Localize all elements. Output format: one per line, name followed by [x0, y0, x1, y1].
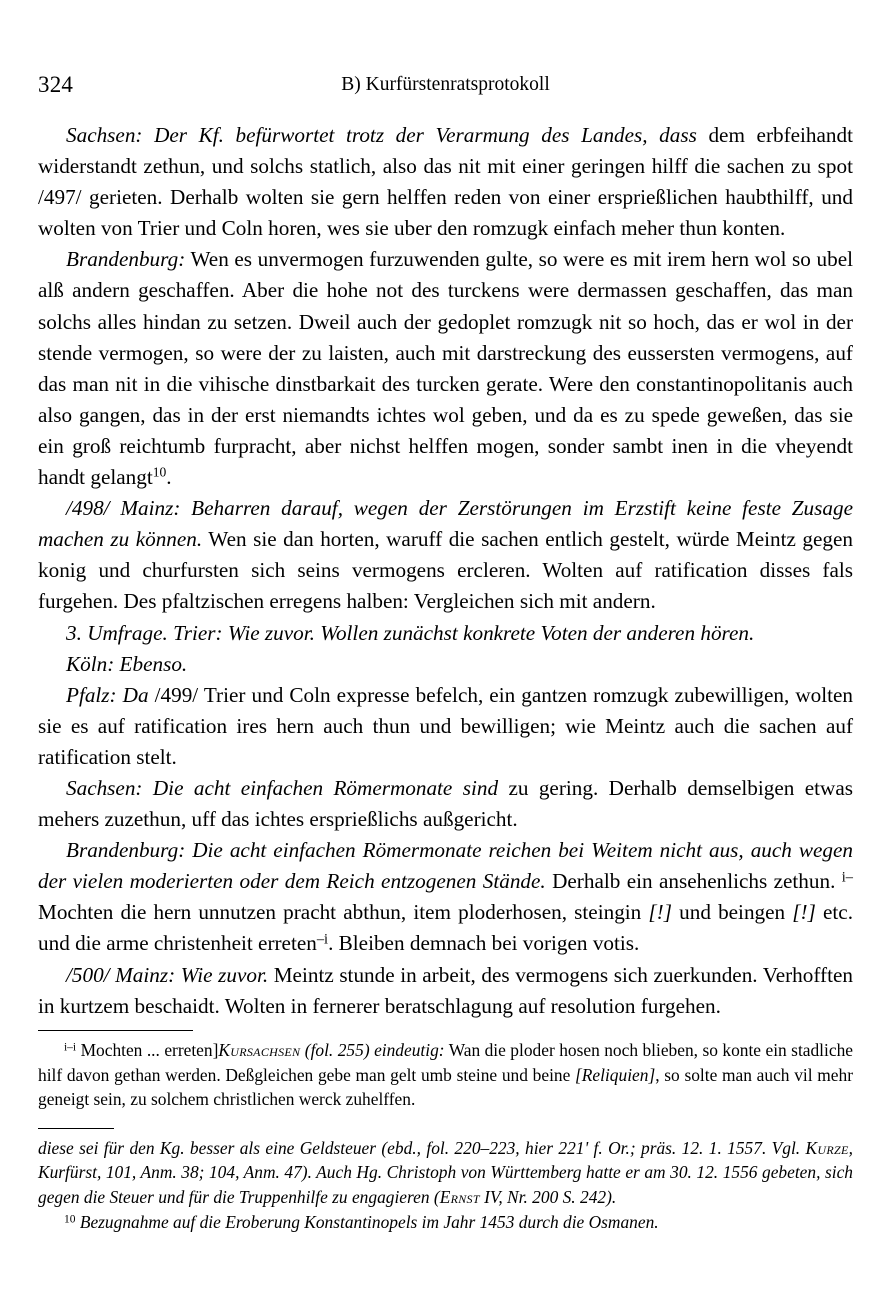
footnote-continued	[38, 1136, 853, 1210]
footnote-separator-rule-2	[38, 1128, 114, 1129]
apparatus-marker-close-i[interactable]: –i	[316, 931, 329, 948]
paragraph-umfrage-trier	[38, 618, 853, 649]
folio-marker-500: /500/	[66, 962, 116, 987]
paragraph-text: Wen es unvermogen furzuwenden gulte, so were es mit irem hern wol so ubel alß andern geschaffen. Aber die hohe not des turckens were dermassen geschaffen, das man solchs alles hindan zu setzen. Dweil auch der gedoplet romzugk nit so hoch, das er wol in der stende vermogen, so were der zu laisten, auch mit darstreckung des eussersten vermogens, auf das man nit in die vihische dinstbarkait des turcken gerate. Were den constantinopolitanis auch also gangen, das in der erst niemandts ichtes wol geben, und da es zu spede geweßen, das sie ein groß reichtumb furpracht, aber nichst helffen mogen, sonder sambt inen in die vheyendt handt gelangt	[38, 247, 853, 490]
regest-text: Da	[116, 682, 149, 707]
body-text	[38, 120, 853, 1022]
footnote-text-end: , so solte man auch vil mehr geneigt sein, zu solchem christlichen werck zuhelffen.	[38, 1064, 854, 1110]
editorial-sic-2: [!]	[792, 900, 816, 925]
regest-text: Die acht einfachen Römermonate sind	[142, 775, 499, 800]
running-head-title: B) Kurfürstenratsprotokoll	[341, 74, 550, 95]
paragraph-text: Mochten die hern unnutzen pracht abthun, item ploderhosen, steingin	[38, 900, 649, 925]
paragraph-text: Wen sie dan horten, waruff die sachen entlich gestelt, würde Meintz gegen konig und churfursten sich seins vermogens ercleren. Wolten auf ratification disses fals furgehen. Des pfaltzischen erregens halben: Vergleichen sich mit andern.	[38, 527, 853, 614]
footnote-text: Wan die ploder hosen noch blieben, so konte ein stadliche hilf davon gethan werden. Deßgleichen gebe man gelt umb steine und beine	[38, 1040, 853, 1085]
paragraph-brandenburg-1	[38, 244, 853, 493]
footnote-source-detail: (fol. 255) eindeutig:	[300, 1040, 445, 1060]
page-number: 324	[38, 72, 74, 97]
paragraph-sachsen-2	[38, 773, 853, 835]
source-siglum-kursachsen: Kursachsen	[218, 1040, 301, 1060]
speaker-label: Brandenburg:	[66, 247, 186, 272]
footnote-separator-rule-1	[38, 1030, 193, 1031]
footnote-variant-i	[38, 1038, 853, 1112]
footnote-text: , Kurfürst, 101, Anm. 38; 104, Anm. 47). Auch Hg. Christoph von Württemberg hatte er am 30. 12. 1556 gebeten, sich gegen die Steuer und für die Truppenhilfe zu engagieren (	[38, 1137, 853, 1207]
paragraph-pfalz	[38, 680, 853, 773]
paragraph-text: Trier und Coln expresse befelch, ein gantzen romzugk zubewilligen, wolten sie es auf ratification ires hern auch thun und bewilligen; wie Meintz auch die sachen auf ratification stelt.	[38, 682, 853, 769]
paragraph-brandenburg-2	[38, 835, 853, 959]
footnote-reference-10[interactable]: 10	[152, 464, 167, 480]
regest-text: Wie zuvor.	[175, 962, 269, 987]
regest-text: Beharren darauf, wegen der Zerstörungen im Erzstift keine feste Zusage machen zu können.	[38, 496, 853, 552]
speaker-label: Sachsen:	[66, 123, 143, 147]
speaker-label: Brandenburg:	[66, 838, 186, 863]
paragraph-text: etc. und die arme christenheit erreten	[38, 900, 853, 956]
regest-text: Köln: Ebenso.	[66, 651, 188, 676]
footnote-marker-10: 10	[64, 1212, 76, 1225]
paragraph-sachsen-1	[38, 120, 853, 244]
source-siglum-ernst: Ernst	[439, 1186, 480, 1207]
footnote-apparatus	[38, 1030, 853, 1234]
paragraph-text-end: .	[166, 465, 172, 490]
regest-text: Der Kf. befürwortet trotz der Verarmung des Landes, dass	[142, 123, 697, 147]
regest-text: 3. Umfrage. Trier: Wie zuvor. Wollen zunächst konkrete Voten der anderen hören.	[66, 620, 755, 645]
speaker-label: Pfalz:	[66, 682, 117, 707]
folio-marker-498: /498/	[66, 496, 121, 521]
paragraph-text: Meintz stunde in arbeit, des vermogens sich zuerkunden. Verhofften in kurtzem beschaidt. Wolten in fernerer beratschlagung auf resolution furgehen.	[38, 962, 853, 1018]
paragraph-koeln	[38, 649, 853, 680]
footnote-block-continued	[38, 1128, 853, 1234]
editorial-gloss: [Reliquien]	[575, 1064, 656, 1085]
footnote-text: Bezugnahme auf die Eroberung Konstantinopels im Jahr 1453 durch die Osmanen.	[75, 1211, 659, 1232]
paragraph-text: und beingen	[671, 900, 793, 925]
paragraph-text: Derhalb ein ansehenlichs zethun.	[545, 869, 842, 894]
footnote-marker-i: i–i	[64, 1041, 77, 1054]
regest-text: Die acht einfachen Römermonate reichen bei Weitem nicht aus, auch wegen der vielen moderierten oder dem Reich entzogenen Stände.	[38, 838, 853, 894]
running-head	[38, 72, 853, 98]
footnote-10	[38, 1210, 853, 1235]
apparatus-marker-open-i[interactable]: i–	[841, 869, 853, 886]
editorial-sic-1: [!]	[648, 900, 672, 925]
paragraph-text: . Bleiben demnach bei vorigen votis.	[328, 931, 640, 956]
speaker-label: Sachsen:	[66, 775, 143, 800]
paragraph-text: dem erbfeihandt widerstandt zethun, und solchs statlich, also das nit mit einer geringen hilff die sachen zu spot /497/ gerieten. Derhalb wolten sie gern helffen reden von einer ersprießlichen haubthilff, und wolten von Trier und Coln horen, wes sie uber den romzugk einfach meher thun konten.	[38, 123, 854, 241]
footnote-text: diese sei für den Kg. besser als eine Geldsteuer (ebd., fol. 220–223, hier 221' f. Or.; präs. 12. 1. 1557. Vgl.	[38, 1137, 806, 1158]
footnote-text-end: IV, Nr. 200 S. 242).	[479, 1186, 617, 1207]
paragraph-text: zu gering. Derhalb demselbigen etwas mehers zuzethun, uff das ichtes ersprießlichs außgericht.	[38, 775, 853, 832]
paragraph-mainz-498	[38, 493, 853, 617]
source-siglum-kurze: Kurze	[805, 1137, 849, 1158]
footnote-lemma: Mochten ... erreten]	[76, 1040, 219, 1060]
folio-marker-499: /499/	[148, 682, 204, 707]
speaker-label: Mainz:	[120, 496, 181, 521]
paragraph-mainz-500	[38, 960, 853, 1022]
speaker-label: Mainz:	[115, 962, 176, 987]
